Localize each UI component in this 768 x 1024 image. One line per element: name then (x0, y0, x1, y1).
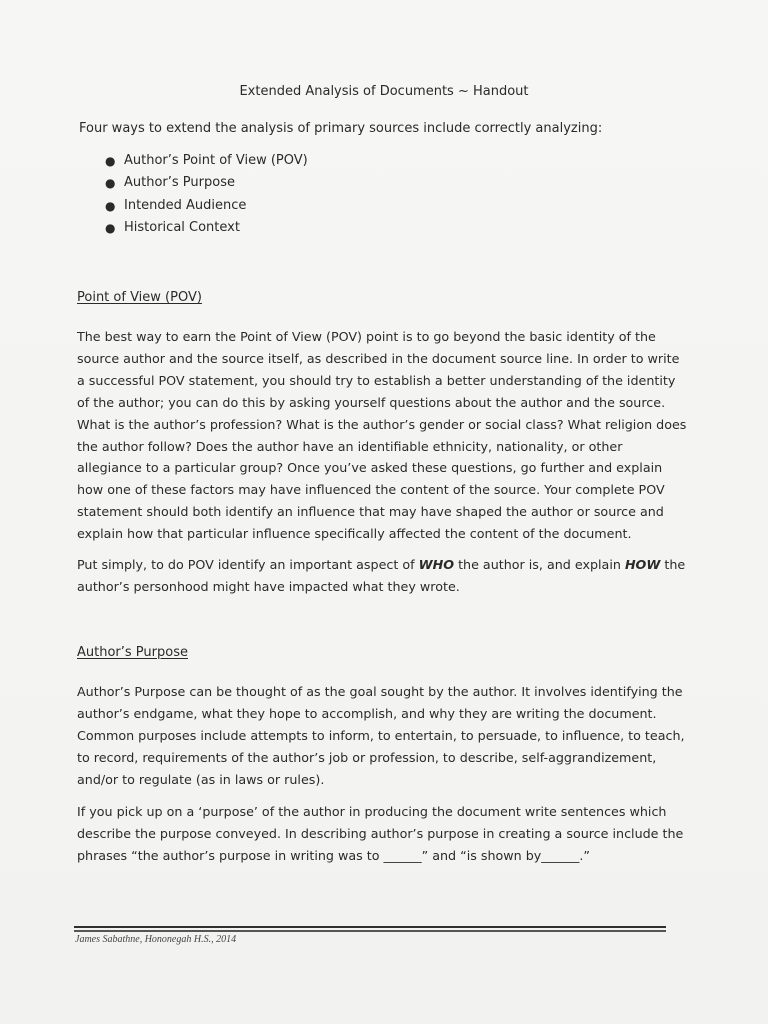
purpose-paragraph-2 (77, 801, 684, 867)
paragraph-line: What is the author’s profession? What is the author’s gender or social class? What religion does (77, 416, 687, 432)
who-emphasis: WHO (418, 557, 455, 572)
footer-rule-2 (74, 930, 666, 932)
paragraph-line: explain how that particular influence specifically affected the content of the document. (77, 526, 632, 542)
paragraph-line: If you pick up on a ‘purpose’ of the author in producing the document write sentences which (77, 804, 667, 819)
paragraph-line: the author follow? Does the author have an identifiable ethnicity, nationality, or other (77, 438, 623, 454)
pov-summary (77, 554, 686, 598)
paragraph-line: phrases “the author’s purpose in writing was to ______” and “is shown by______.” (77, 847, 590, 863)
summary-line-2: author’s personhood might have impacted what they wrote. (77, 578, 460, 594)
bullet-icon: ● (105, 220, 116, 235)
paragraph-line: how one of these factors may have influenced the content of the source. Your complete POV (77, 482, 665, 498)
paragraph-line: allegiance to a particular group? Once you’ve asked these questions, go further and explain (77, 460, 663, 476)
paragraph-line: and/or to regulate (as in laws or rules). (77, 771, 325, 787)
list-item: ● Author’s Point of View (POV) (105, 150, 308, 172)
intro-text: Four ways to extend the analysis of primary sources include correctly analyzing: (79, 121, 603, 136)
paragraph-line: to record, requirements of the author’s job or profession, to describe, self-aggrandizement, (77, 749, 657, 765)
how-emphasis: HOW (624, 557, 661, 572)
paragraph-line: Author’s Purpose can be thought of as the goal sought by the author. It involves identifying the (77, 684, 683, 699)
bullet-icon: ● (105, 176, 116, 191)
list-item: ● Historical Context (105, 217, 308, 239)
list-item: ● Intended Audience (105, 195, 308, 217)
paragraph-line: describe the purpose conveyed. In describing author’s purpose in creating a source include the (77, 825, 684, 841)
footer-rule (74, 926, 666, 928)
purpose-paragraph (77, 681, 685, 791)
paragraph-line: Common purposes include attempts to inform, to entertain, to persuade, to influence, to teach, (77, 727, 685, 743)
analysis-list (105, 150, 308, 239)
summary-line-1: Put simply, to do POV identify an important aspect of WHO the author is, and explain HOW the (77, 557, 686, 572)
paragraph-line: statement should both identify an influence that may have shaped the author or source and (77, 504, 664, 520)
pov-paragraph (77, 326, 687, 545)
paragraph-line: The best way to earn the Point of View (POV) point is to go beyond the basic identity of the (77, 329, 656, 344)
paragraph-line: author’s endgame, what they hope to accomplish, and why they are writing the document. (77, 705, 657, 721)
paragraph-line: a successful POV statement, you should try to establish a better understanding of the identity (77, 372, 676, 388)
bullet-icon: ● (105, 154, 116, 168)
bullet-icon: ● (105, 198, 116, 213)
pov-heading: Point of View (POV) (77, 290, 202, 305)
purpose-heading: Author’s Purpose (77, 645, 188, 660)
list-item: ● Author’s Purpose (105, 172, 308, 194)
paragraph-line: of the author; you can do this by asking yourself questions about the author and the source. (77, 394, 666, 410)
paragraph-line: source author and the source itself, as described in the document source line. In order to write (77, 350, 680, 366)
footer-credit: James Sabathne, Hononegah H.S., 2014 (75, 934, 237, 945)
document-title: Extended Analysis of Documents ~ Handout (239, 84, 529, 99)
